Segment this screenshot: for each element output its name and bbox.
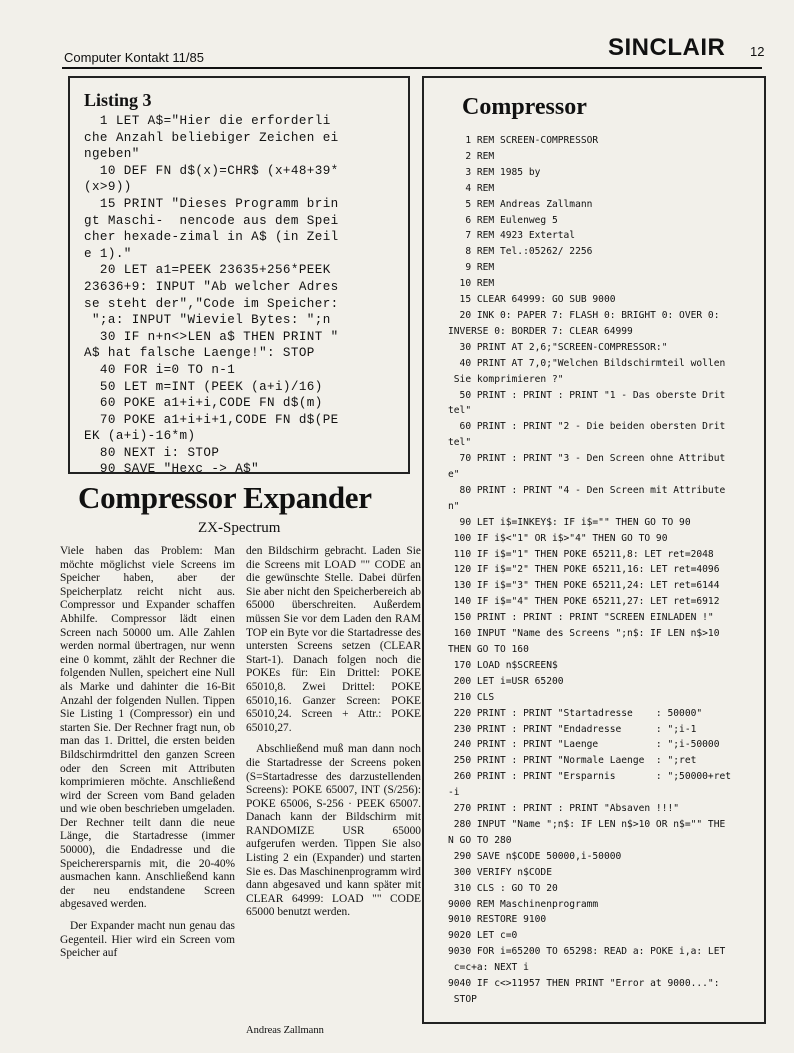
compressor-title: Compressor: [462, 94, 587, 120]
magazine-issue: Computer Kontakt 11/85: [64, 50, 204, 65]
header-rule: [62, 67, 762, 69]
article-column-1: [60, 545, 235, 969]
article-title: Compressor Expander: [78, 480, 372, 515]
listing-3-code: 1 LET A$="Hier die erforderli che Anzahl beliebiger Zeichen ei ngeben" 10 DEF FN d$(x)=CHR$ (x+48+39* (x>9)) 15 PRINT "Dieses Programm brin gt Maschi- nencode aus dem Spei cher hexade-zimal in A$ (in Zeil e 1)." 20 LET a1=PEEK 23635+256*PEEK 23636+9: INPUT "Ab welcher Adres se steht der","Code im Speicher: ";a: INPUT "Wieviel Bytes: ";n 30 IF n+n<>LEN a$ THEN PRINT " A$ hat falsche Laenge!": STOP 40 FOR i=0 TO n-1 50 LET m=INT (PEEK (a+i)/16) 60 POKE a1+i+i,CODE FN d$(m) 70 POKE a1+i+i+1,CODE FN d$(PE EK (a+i)-16*m) 80 NEXT i: STOP 90 SAVE "Hexc -> A$": [84, 114, 339, 477]
article-author: Andreas Zallmann: [246, 1025, 324, 1036]
article-paragraph: den Bildschirm gebracht. Laden Sie die Screens mit LOAD "" CODE an die gewünschte Stelle. Dabei dürfen Sie aber nicht den Speicherbereich ab 65000 überschreiten. Außerdem müssen Sie vor dem Laden den RAM TOP ein Byte vor die Startadresse des untersten Screens setzen (CLEAR Start-1). Danach folgen noch die POKEs für: Ein Drittel: POKE 65010,8. Zwei Drittel: POKE 65010,16. Ganzer Screen: POKE 65010,24. Screen + Attr.: POKE 65010,27.: [246, 545, 421, 734]
section-brand: SINCLAIR: [608, 34, 726, 61]
listing-3-title: Listing 3: [84, 90, 152, 110]
article-paragraph: Der Expander macht nun genau das Gegenteil. Hier wird ein Screen vom Speicher auf: [60, 920, 235, 960]
page-header: [0, 34, 794, 68]
page-number: 12: [750, 44, 765, 59]
article-subtitle: ZX-Spectrum: [198, 520, 281, 536]
article-paragraph: Viele haben das Problem: Man möchte möglichst viele Screens im Speicher haben, aber der Speicherplatz reicht nicht aus. Compressor und Expander schaffen Abhilfe. Compressor lädt einen Screen nach 50000 um. Alle Zahlen werden normal übertragen, nur wenn eine 0 kommt, zählt der Rechner die folgenden Nullen, speichert eine Null als Marke und dahinter die 16-Bit Anzahl der folgenden Nullen. Tippen Sie Listing 1 (Compressor) ein und starten Sie. Der Rechner fragt nun, ob man das 1. Drittel, die ersten beiden Bildschirmdrittel den ganzen Screen oder den Screen mit Attributen komprimieren möchte. Anschließend wird der Screen vom Band geladen und wie oben beschrieben umgeladen. Der Rechner teilt dann die neue Länge, die Startadresse (immer 50000), die Endadresse und die Speicherersparnis mit, die 20-40% ausmachen kann. Anschließend kann der neu endstandene Screen abgesaved werden.: [60, 545, 235, 911]
compressor-code: 1 REM SCREEN-COMPRESSOR 2 REM 3 REM 1985 by 4 REM 5 REM Andreas Zallmann 6 REM Eulenweg 5 7 REM 4923 Extertal 8 REM Tel.:05262/ 2256 9 REM 10 REM 15 CLEAR 64999: GO SUB 9000 20 INK 0: PAPER 7: FLASH 0: BRIGHT 0: OVER 0: INVERSE 0: BORDER 7: CLEAR 64999 30 PRINT AT 2,6;"SCREEN-COMPRESSOR:" 40 PRINT AT 7,0;"Welchen Bildschirmteil wollen Sie komprimieren ?" 50 PRINT : PRINT : PRINT "1 - Das oberste Drit tel" 60 PRINT : PRINT "2 - Die beiden obersten Drit tel" 70 PRINT : PRINT "3 - Den Screen ohne Attribut e" 80 PRINT : PRINT "4 - Den Screen mit Attribute n" 90 LET i$=INKEY$: IF i$="" THEN GO TO 90 100 IF i$<"1" OR i$>"4" THEN GO TO 90 110 IF i$="1" THEN POKE 65211,8: LET ret=2048 120 IF i$="2" THEN POKE 65211,16: LET ret=4096 130 IF i$="3" THEN POKE 65211,24: LET ret=6144 140 IF i$="4" THEN POKE 65211,27: LET ret=6912 150 PRINT : PRINT : PRINT "SCREEN EINLADEN !" 160 INPUT "Name des Screens ";n$: IF LEN n$>10 THEN GO TO 160 170 LOAD n$SCREEN$ 200 LET i=USR 65200 210 CLS 220 PRINT : PRINT "Startadresse : 50000" 230 PRINT : PRINT "Endadresse : ";i-1 240 PRINT : PRINT "Laenge : ";i-50000 250 PRINT : PRINT "Normale Laenge : ";ret 260 PRINT : PRINT "Ersparnis : ";50000+ret -i 270 PRINT : PRINT : PRINT "Absaven !!!" 280 INPUT "Name ";n$: IF LEN n$>10 OR n$="" THE N GO TO 280 290 SAVE n$CODE 50000,i-50000 300 VERIFY n$CODE 310 CLS : GO TO 20 9000 REM Maschinenprogramm 9010 RESTORE 9100 9020 LET c=0 9030 FOR i=65200 TO 65298: READ a: POKE i,a: LET c=c+a: NEXT i 9040 IF c<>11957 THEN PRINT "Error at 9000...": STOP: [448, 135, 732, 1005]
compressor-listing-box: [422, 76, 766, 1024]
article-column-2: [246, 545, 421, 928]
listing-3-box: [68, 76, 410, 477]
article-paragraph: Abschließend muß man dann noch die Startadresse der Screens poken (S=Startadresse des darzustellenden Screens): POKE 65007, INT (S/256): POKE 65006, S-256 · PEEK 65007. Danach kann der Bildschirm mit RANDOMIZE USR 65000 aufgerufen werden. Tippen Sie also Listing 2 ein (Expander) und starten Sie es. Das Maschinenprogramm wird dann abgesaved und kann später mit CLEAR 64999: LOAD "" CODE 65000 benutzt werden.: [246, 743, 421, 919]
